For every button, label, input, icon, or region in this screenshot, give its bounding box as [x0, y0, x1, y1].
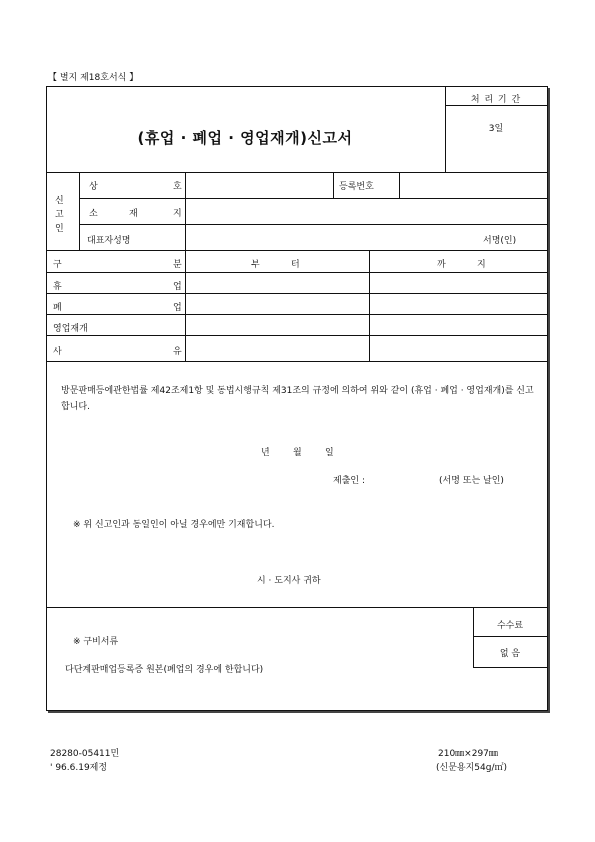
- submitter-label: 제출인 :: [333, 476, 365, 486]
- location-label-2: 재: [129, 209, 138, 219]
- applicant-row-line-2: [79, 224, 547, 225]
- footer-enactment-date: ' 96.6.19제정: [50, 763, 108, 773]
- period-col-divider-2: [369, 250, 370, 361]
- row-resume-label: 영업재개: [53, 324, 88, 334]
- period-row-line-2: [47, 293, 547, 294]
- applicant-row-line-1: [79, 198, 547, 199]
- footer-paper-type: (신문용지54g/㎡): [436, 763, 507, 773]
- required-documents-item: 다단계판매업등록증 원본(폐업의 경우에 한합니다): [65, 665, 264, 675]
- page-title: (휴업 · 폐업 · 영업재개)신고서: [137, 129, 353, 147]
- to-header-1: 까: [437, 260, 446, 270]
- applicant-group-label-2: 고: [55, 210, 64, 220]
- category-header-2: 분: [173, 260, 182, 270]
- period-col-divider-1: [185, 250, 186, 361]
- reg-label-divider-left: [333, 172, 334, 198]
- trade-name-label-2: 호: [173, 182, 182, 192]
- date-month-label: 월: [293, 448, 302, 458]
- period-row-line-3: [47, 314, 547, 315]
- from-header-2: 터: [291, 260, 300, 270]
- attachments-top-line: [47, 607, 547, 608]
- fee-header-line: [473, 636, 547, 637]
- row-reason-label-1: 사: [53, 347, 62, 357]
- period-row-line-4: [47, 335, 547, 336]
- fee-label: 수수료: [496, 621, 524, 631]
- period-row-line-1: [47, 272, 547, 273]
- signature-mark: 서명(인): [483, 236, 517, 246]
- location-label-3: 지: [173, 209, 182, 219]
- declaration-statement: 방문판매등에관한법률 제42조제1항 및 동법시행규칙 제31조의 규정에 의하여 위와 같이 (휴업 · 폐업 · 영업재개)를 신고합니다.: [61, 386, 534, 412]
- submitter-sign-note: (서명 또는 날인): [439, 476, 504, 486]
- applicant-label-divider: [185, 172, 186, 250]
- title-bottom-line: [47, 172, 547, 173]
- from-header-1: 부: [251, 260, 260, 270]
- date-day-label: 일: [325, 448, 334, 458]
- report-form: [46, 86, 548, 711]
- footer-form-code: 28280-05411민: [50, 749, 120, 759]
- applicant-group-label-3: 인: [55, 224, 64, 234]
- row-reason-label-2: 유: [173, 347, 182, 357]
- row-closure-label-1: 폐: [53, 303, 62, 313]
- applicant-group-divider: [79, 172, 80, 250]
- processing-header-line: [445, 105, 547, 106]
- row-suspension-label-1: 휴: [53, 282, 62, 292]
- category-header-1: 구: [53, 260, 62, 270]
- processing-period-value: 3일: [488, 124, 504, 134]
- trade-name-label-1: 상: [89, 182, 98, 192]
- location-label-1: 소: [89, 209, 98, 219]
- period-table-bottom-line: [47, 361, 547, 362]
- required-documents-label: ※ 구비서류: [73, 637, 119, 647]
- fee-value: 없 음: [499, 649, 521, 659]
- applicant-group-label-1: 신: [55, 196, 64, 206]
- row-suspension-label-2: 업: [173, 282, 182, 292]
- form-number-label: 【 별지 제18호서식 】: [48, 73, 139, 83]
- footer-paper-size: 210㎜×297㎜: [438, 749, 498, 759]
- proxy-note: ※ 위 신고인과 동일인이 아닐 경우에만 기재합니다.: [73, 520, 275, 530]
- row-closure-label-2: 업: [173, 303, 182, 313]
- registration-number-label: 등록번호: [339, 182, 374, 192]
- to-header-2: 지: [477, 260, 486, 270]
- processing-period-label: 처 리 기 간: [470, 95, 522, 105]
- addressee: 시 · 도지사 귀하: [257, 576, 321, 586]
- representative-name-label: 대표자성명: [87, 236, 131, 246]
- reg-label-divider-right: [399, 172, 400, 198]
- fee-bottom-line: [473, 667, 547, 668]
- date-year-label: 년: [261, 448, 270, 458]
- applicant-bottom-line: [47, 250, 547, 251]
